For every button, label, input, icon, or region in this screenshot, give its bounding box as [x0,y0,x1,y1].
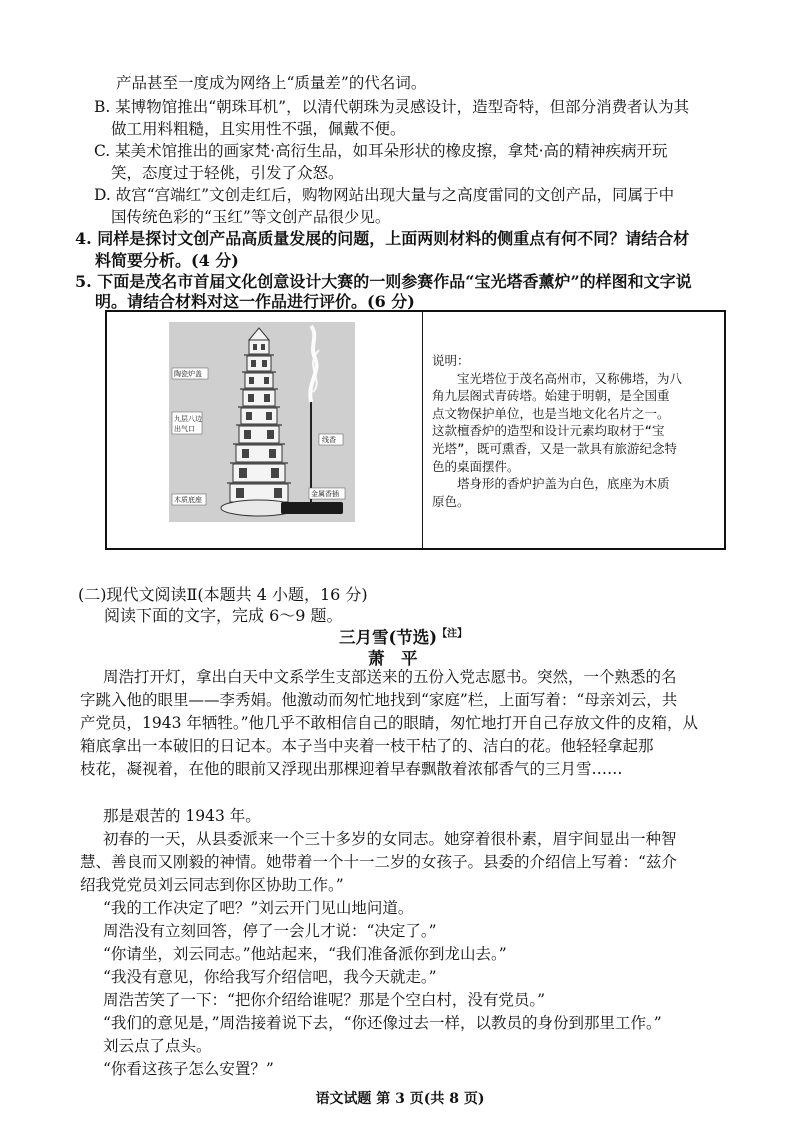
body-line: 周浩打开灯，拿出白天中文系学生支部送来的五份入党志愿书。突然，一个熟悉的名 [103,668,677,686]
body-line: 字跳入他的眼里——李秀娟。他激动而匆忙地找到“家庭”栏，上面写着：“母亲刘云，共 [80,691,678,709]
label-incense: 线香 [322,436,336,444]
body-line: 周浩苦笑了一下：“把你介绍给谁呢？那是个空白村，没有党员。” [103,991,546,1009]
explanation-line: 原色。 [432,493,470,509]
question-5-line2: 明。请结合材料对这一作品进行评价。(6 分) [95,292,415,311]
label-lid: 陶瓷炉盖 [174,370,202,378]
body-line: 那是艰苦的 1943 年。 [103,807,261,825]
label-holes-2: 出气口 [174,425,195,433]
explanation-line: 色的桌面摆件。 [432,458,520,474]
body-line: 初春的一天，从县委派来一个三十多岁的女同志。她穿着很朴素，眉宇间显出一种智 [103,830,677,848]
option-a-tail: 产品甚至一度成为网络上“质量差”的代名词。 [116,74,427,92]
pagoda-censer-image [169,322,355,522]
explanation-line: 说明： [432,353,470,368]
story-author: 萧 平 [368,649,418,668]
label-holes: 九层八边 [174,415,202,423]
explanation-line: 点文物保护单位，也是当地文化名片之一。 [432,405,670,421]
figure-box [105,310,726,550]
option-b-line1: B. 某博物馆推出“朝珠耳机”，以清代朝珠为灵感设计，造型奇特，但部分消费者认为其 [94,98,690,116]
body-line: “我的工作决定了吧？”刘云开门见山地问道。 [103,899,414,917]
page-footer: 语文试题 第 3 页(共 8 页) [315,1091,485,1107]
pagoda-censer-drawing [169,322,355,522]
body-line: 枝花，凝视着，在他的眼前又浮现出那棵迎着早春飘散着浓郁香气的三月雪…… [80,760,623,778]
option-c-line2: 笑，态度过于轻佻，引发了众怒。 [111,164,344,182]
body-line: 绍我党党员刘云同志到你区协助工作。” [80,876,344,894]
explanation-line: 宝光塔位于茂名高州市，又称佛塔，为八 [432,370,683,386]
explanation-line: 光塔”，既可熏香，又是一款具有旅游纪念特 [432,440,678,456]
explanation-line: 塔身形的香炉护盖为白色，底座为木质 [432,476,670,492]
body-line: “我们的意见是，”周浩接着说下去，“你还像过去一样，以教员的身份到那里工作。” [103,1014,662,1032]
explanation-line: 这款檀香炉的造型和设计元素均取材于“宝 [432,423,665,439]
option-d-line1: D. 故宫“宫端红”文创走红后，购物网站出现大量与之高度雷同的文创产品，同属于中 [94,186,675,204]
body-line: “我没有意见，你给我写介绍信吧，我今天就走。” [103,968,437,986]
figure-divider [422,312,423,548]
question-4-line2: 料简要分析。(4 分) [95,251,239,270]
reading-instruction: 阅读下面的文字，完成 6～9 题。 [104,606,343,625]
body-line: 刘云点了点头。 [103,1037,212,1055]
story-title-text: 三月雪(节选) [339,628,438,647]
body-line: 慧、善良而又刚毅的神情。她带着一个十一二岁的女孩子。县委的介绍信上写着：“兹介 [80,853,677,871]
story-note-marker: 【注】 [437,628,468,640]
option-b-line2: 做工用料粗糙，且实用性不强，佩戴不便。 [111,120,406,138]
question-5-line1: 5. 下面是茂名市首届文化创意设计大赛的一则参赛作品“宝光塔香薰炉”的样图和文字说 [75,272,692,291]
option-c-line1: C. 某美术馆推出的画家梵·高衍生品，如耳朵形状的橡皮擦，拿梵·高的精神疾病开玩 [94,142,668,160]
body-line: 产党员，1943 年牺牲。”他几乎不敢相信自己的眼睛，匆忙地打开自己存放文件的皮箱，从 [80,714,699,732]
body-line: “你请坐，刘云同志。”他站起来，“我们准备派你到龙山去。” [103,945,507,963]
section-heading: (二)现代文阅读Ⅱ(本题共 4 小题，16 分) [78,585,368,604]
body-line: 周浩没有立刻回答，停了一会儿才说：“决定了。” [103,922,437,940]
question-4-line1: 4. 同样是探讨文创产品高质量发展的问题，上面两则材料的侧重点有何不同？请结合材 [75,229,690,248]
explanation-line: 角九层阁式青砖塔。始建于明朝，是全国重 [432,388,670,404]
label-holder: 金属香插 [311,490,339,498]
option-d-line2: 国传统色彩的“玉红”等文创产品很少见。 [111,208,391,226]
explanation-text [432,352,717,510]
body-line: 箱底拿出一本破旧的日记本。本子当中夹着一枝干枯了的、洁白的花。他轻轻拿起那 [80,737,654,755]
label-base: 木质底座 [174,496,202,504]
body-line: “你看这孩子怎么安置？” [103,1060,274,1078]
